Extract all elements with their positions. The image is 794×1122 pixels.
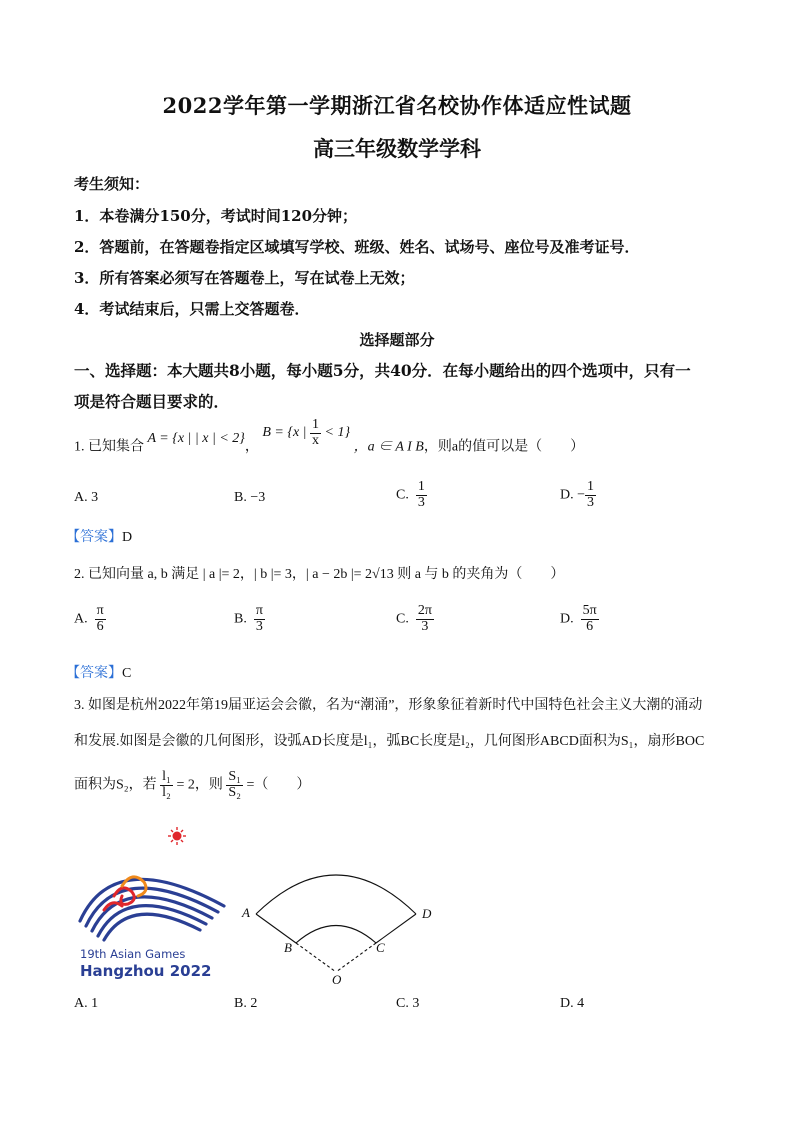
q1-condition: ，a ∈ A I B: [353, 439, 424, 455]
option-label: A.: [74, 490, 88, 505]
q1-answer: [66, 526, 132, 546]
option-label: C.: [396, 996, 409, 1011]
q1-frac-num: 1: [312, 417, 320, 432]
option-fraction: [254, 604, 265, 634]
option-value: 3: [412, 996, 420, 1011]
answer-value: C: [122, 666, 132, 681]
frac-den: 6: [96, 618, 104, 634]
answer-bracket: 【答案】: [66, 666, 122, 681]
section-intro-line2: 项是符合题目要求的．: [74, 392, 230, 411]
notice-heading: 考生须知：: [74, 175, 150, 193]
option-label: D.: [560, 996, 574, 1011]
option-value: 1: [91, 996, 99, 1011]
q3-option-d[interactable]: [560, 996, 584, 1012]
q3-ratio-l: [160, 770, 173, 800]
point-a-label: A: [242, 905, 250, 920]
section-heading: 选择题部分: [359, 331, 435, 349]
frac-den: 3: [587, 494, 595, 510]
q3-ratio-s: [226, 770, 243, 800]
emblem-sun-icon: [168, 827, 186, 845]
q1-option-b[interactable]: [234, 490, 265, 506]
frac-num: 5π: [582, 603, 597, 618]
segment-co: [336, 943, 376, 972]
emblem-caption-2: Hangzhou 2022: [80, 962, 212, 980]
q1-option-d[interactable]: [560, 480, 596, 510]
arc-bc: [296, 926, 376, 944]
question-3-line2: 和发展.如图是会徽的几何图形，设弧AD长度是l₁，弧BC长度是l₂，几何图形ABCD面积为S₁，扇形BOC: [74, 734, 705, 749]
frac-num: 1: [587, 479, 595, 494]
frac-num: 2π: [417, 603, 432, 618]
frac-num: l₁: [162, 769, 171, 784]
frac-den: l₂: [162, 784, 171, 800]
emblem-wave-lines: [80, 877, 224, 940]
frac-num: S₁: [228, 769, 242, 784]
q1-set-a: A = {x | | x | < 2}: [147, 431, 245, 447]
q1-suffix: ，则a的值可以是（ ）: [423, 439, 585, 455]
q1-prefix: 1. 已知集合: [74, 439, 144, 455]
option-label: D.: [560, 611, 574, 627]
q1-frac-den: x: [312, 432, 320, 448]
q1-option-c[interactable]: [396, 480, 427, 510]
q2-option-c[interactable]: [396, 604, 434, 634]
notice-item-3: 3．所有答案必须写在答题卷上，写在试卷上无效；: [74, 269, 415, 287]
section-intro-line1: 一、选择题：本大题共8小题，每小题5分，共40分．在每小题给出的四个选项中，只有一: [74, 361, 691, 380]
q1-option-a[interactable]: [74, 490, 98, 506]
q1-set-b-right: < 1}: [324, 425, 351, 441]
option-value: 3: [91, 490, 99, 505]
q3-option-b[interactable]: [234, 996, 257, 1012]
arc-ad: [256, 875, 416, 914]
segment-bo: [296, 943, 336, 972]
frac-num: 1: [417, 479, 425, 494]
question-3-line1: 3. 如图是杭州2022年第19届亚运会会徽，名为“潮涌”，形象象征着新时代中国特色社会主义大潮的涌动: [74, 698, 703, 713]
q2-option-a[interactable]: [74, 604, 106, 634]
answer-bracket: 【答案】: [66, 530, 122, 545]
frac-den: S₂: [228, 784, 242, 800]
emblem-caption-1: 19th Asian Games: [80, 947, 186, 961]
option-label: C.: [396, 487, 409, 503]
page-title: 2022学年第一学期浙江省名校协作体适应性试题: [162, 93, 632, 118]
option-fraction: [416, 604, 434, 634]
frac-den: 6: [586, 618, 594, 634]
frac-den: 3: [417, 494, 425, 510]
q3-option-a[interactable]: [74, 996, 98, 1012]
asian-games-emblem: [74, 826, 244, 986]
segment-ab: [256, 914, 296, 943]
point-o-label: O: [332, 972, 342, 986]
page-subtitle: 高三年级数学学科: [313, 136, 481, 161]
q2-option-b[interactable]: [234, 604, 265, 634]
q3-text-a: 面积为S₂，若: [74, 777, 157, 793]
frac-num: π: [255, 603, 263, 618]
frac-den: 3: [255, 618, 263, 634]
q1-sep: ，: [244, 439, 259, 455]
option-fraction: [95, 604, 106, 634]
notice-item-4: 4．考试结束后，只需上交答题卷．: [74, 300, 310, 318]
frac-den: 3: [421, 618, 429, 634]
q1-set-b-fraction: [310, 418, 321, 448]
frac-num: π: [96, 603, 104, 618]
question-1: [74, 417, 585, 462]
option-fraction: [416, 480, 427, 510]
point-b-label: B: [284, 940, 292, 955]
q2-answer: [66, 662, 131, 682]
q1-set-b-left: B = {x |: [262, 425, 307, 441]
option-label: D.: [560, 487, 574, 503]
fan-diagram: [236, 856, 446, 986]
option-value: 4: [577, 996, 585, 1011]
option-value: −3: [250, 490, 266, 505]
option-fraction: [585, 480, 596, 510]
q3-text-b: = 2，则: [176, 777, 223, 793]
point-d-label: D: [422, 906, 432, 921]
notice-item-1: 1．本卷满分150分，考试时间120分钟；: [74, 207, 358, 225]
q3-option-c[interactable]: [396, 996, 419, 1012]
option-fraction: [581, 604, 599, 634]
question-2: 2. 已知向量 a, b 满足 | a |= 2，| b |= 3，| a − 2b |= 2√13 则 a 与 b 的夹角为（ ）: [74, 567, 565, 582]
option-label: B.: [234, 490, 247, 505]
notice-item-2: 2．答题前，在答题卷指定区域填写学校、班级、姓名、试场号、座位号及准考证号．: [74, 238, 640, 256]
option-label: C.: [396, 611, 409, 627]
option-label: B.: [234, 611, 247, 627]
question-3-line3: [74, 770, 310, 800]
option-value: 2: [250, 996, 258, 1011]
option-label: A.: [74, 996, 88, 1011]
answer-value: D: [122, 530, 133, 545]
point-c-label: C: [376, 940, 385, 955]
option-label: B.: [234, 996, 247, 1011]
option-sign: −: [577, 487, 586, 503]
q2-option-d[interactable]: [560, 604, 599, 634]
q3-text-c: =（ ）: [246, 777, 311, 793]
segment-dc: [376, 914, 416, 943]
option-label: A.: [74, 611, 88, 627]
